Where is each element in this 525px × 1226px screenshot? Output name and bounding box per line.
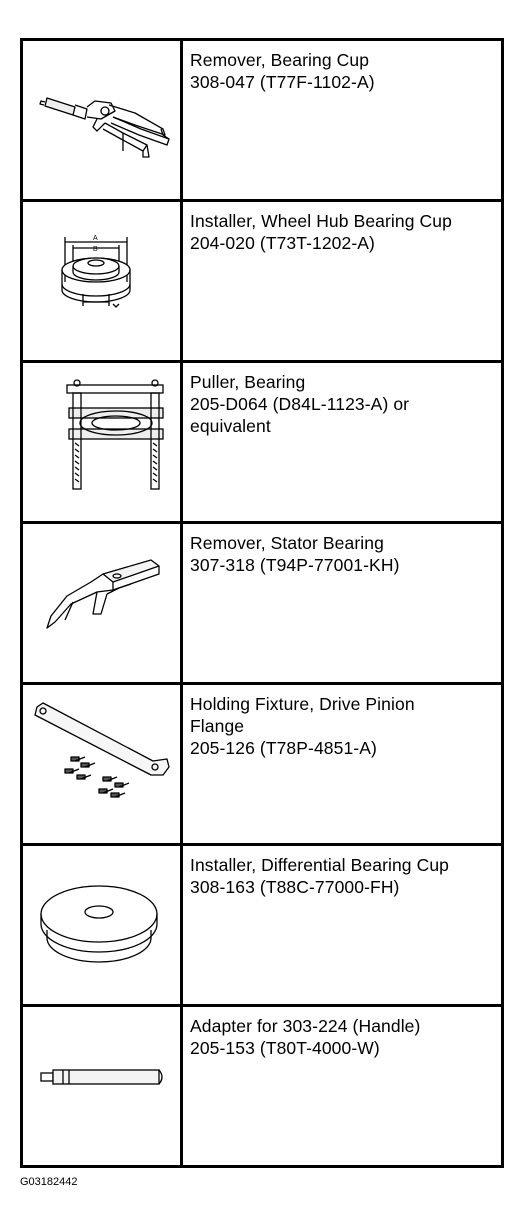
dimension-a-label: A bbox=[93, 235, 98, 242]
tool-row bbox=[22, 362, 503, 523]
tool-name: Adapter for 303-224 (Handle) bbox=[190, 1016, 421, 1036]
bearing-puller-icon bbox=[23, 363, 180, 521]
tool-number: 205-126 (T78P-4851-A) bbox=[190, 738, 377, 758]
tool-name: Remover, Stator Bearing bbox=[190, 533, 384, 553]
special-tools-table bbox=[20, 38, 504, 1168]
handle-adapter-icon bbox=[23, 1007, 180, 1165]
tool-description-cell bbox=[182, 845, 503, 1006]
tool-name: Installer, Wheel Hub Bearing Cup bbox=[190, 211, 452, 231]
tool-description-cell bbox=[182, 362, 503, 523]
dimension-b-label: B bbox=[93, 246, 98, 253]
tool-row bbox=[22, 40, 503, 201]
differential-cup-installer-icon bbox=[23, 846, 180, 1004]
tool-illustration-cell bbox=[22, 845, 182, 1006]
tool-row bbox=[22, 1006, 503, 1167]
tool-illustration-cell bbox=[22, 523, 182, 684]
tool-note: equivalent bbox=[190, 416, 271, 436]
tool-illustration-cell bbox=[22, 201, 182, 362]
tool-description-cell bbox=[182, 201, 503, 362]
tool-description-cell bbox=[182, 1006, 503, 1167]
bearing-cup-remover-icon bbox=[23, 41, 180, 199]
tool-number: 205-D064 (D84L-1123-A) or bbox=[190, 394, 410, 414]
tool-illustration-cell bbox=[22, 40, 182, 201]
tool-number: 308-163 (T88C-77000-FH) bbox=[190, 877, 400, 897]
holding-fixture-icon bbox=[23, 685, 180, 843]
tool-description-cell bbox=[182, 40, 503, 201]
stator-bearing-remover-icon bbox=[23, 524, 180, 682]
figure-id: G03182442 bbox=[20, 1176, 78, 1188]
tool-name-cont: Flange bbox=[190, 716, 245, 736]
wheel-hub-cup-installer-icon bbox=[23, 202, 180, 360]
tool-description-cell bbox=[182, 684, 503, 845]
tool-illustration-cell bbox=[22, 362, 182, 523]
tool-illustration-cell bbox=[22, 1006, 182, 1167]
tool-row bbox=[22, 201, 503, 362]
tool-name: Holding Fixture, Drive Pinion bbox=[190, 694, 415, 714]
tool-name: Puller, Bearing bbox=[190, 372, 306, 392]
tool-number: 205-153 (T80T-4000-W) bbox=[190, 1038, 380, 1058]
tool-name: Installer, Differential Bearing Cup bbox=[190, 855, 450, 875]
tool-number: 308-047 (T77F-1102-A) bbox=[190, 72, 375, 92]
tool-illustration-cell bbox=[22, 684, 182, 845]
tool-row bbox=[22, 845, 503, 1006]
tool-number: 307-318 (T94P-77001-KH) bbox=[190, 555, 400, 575]
tool-description-cell bbox=[182, 523, 503, 684]
tool-row bbox=[22, 523, 503, 684]
tool-row bbox=[22, 684, 503, 845]
tool-name: Remover, Bearing Cup bbox=[190, 50, 370, 70]
tool-number: 204-020 (T73T-1202-A) bbox=[190, 233, 375, 253]
